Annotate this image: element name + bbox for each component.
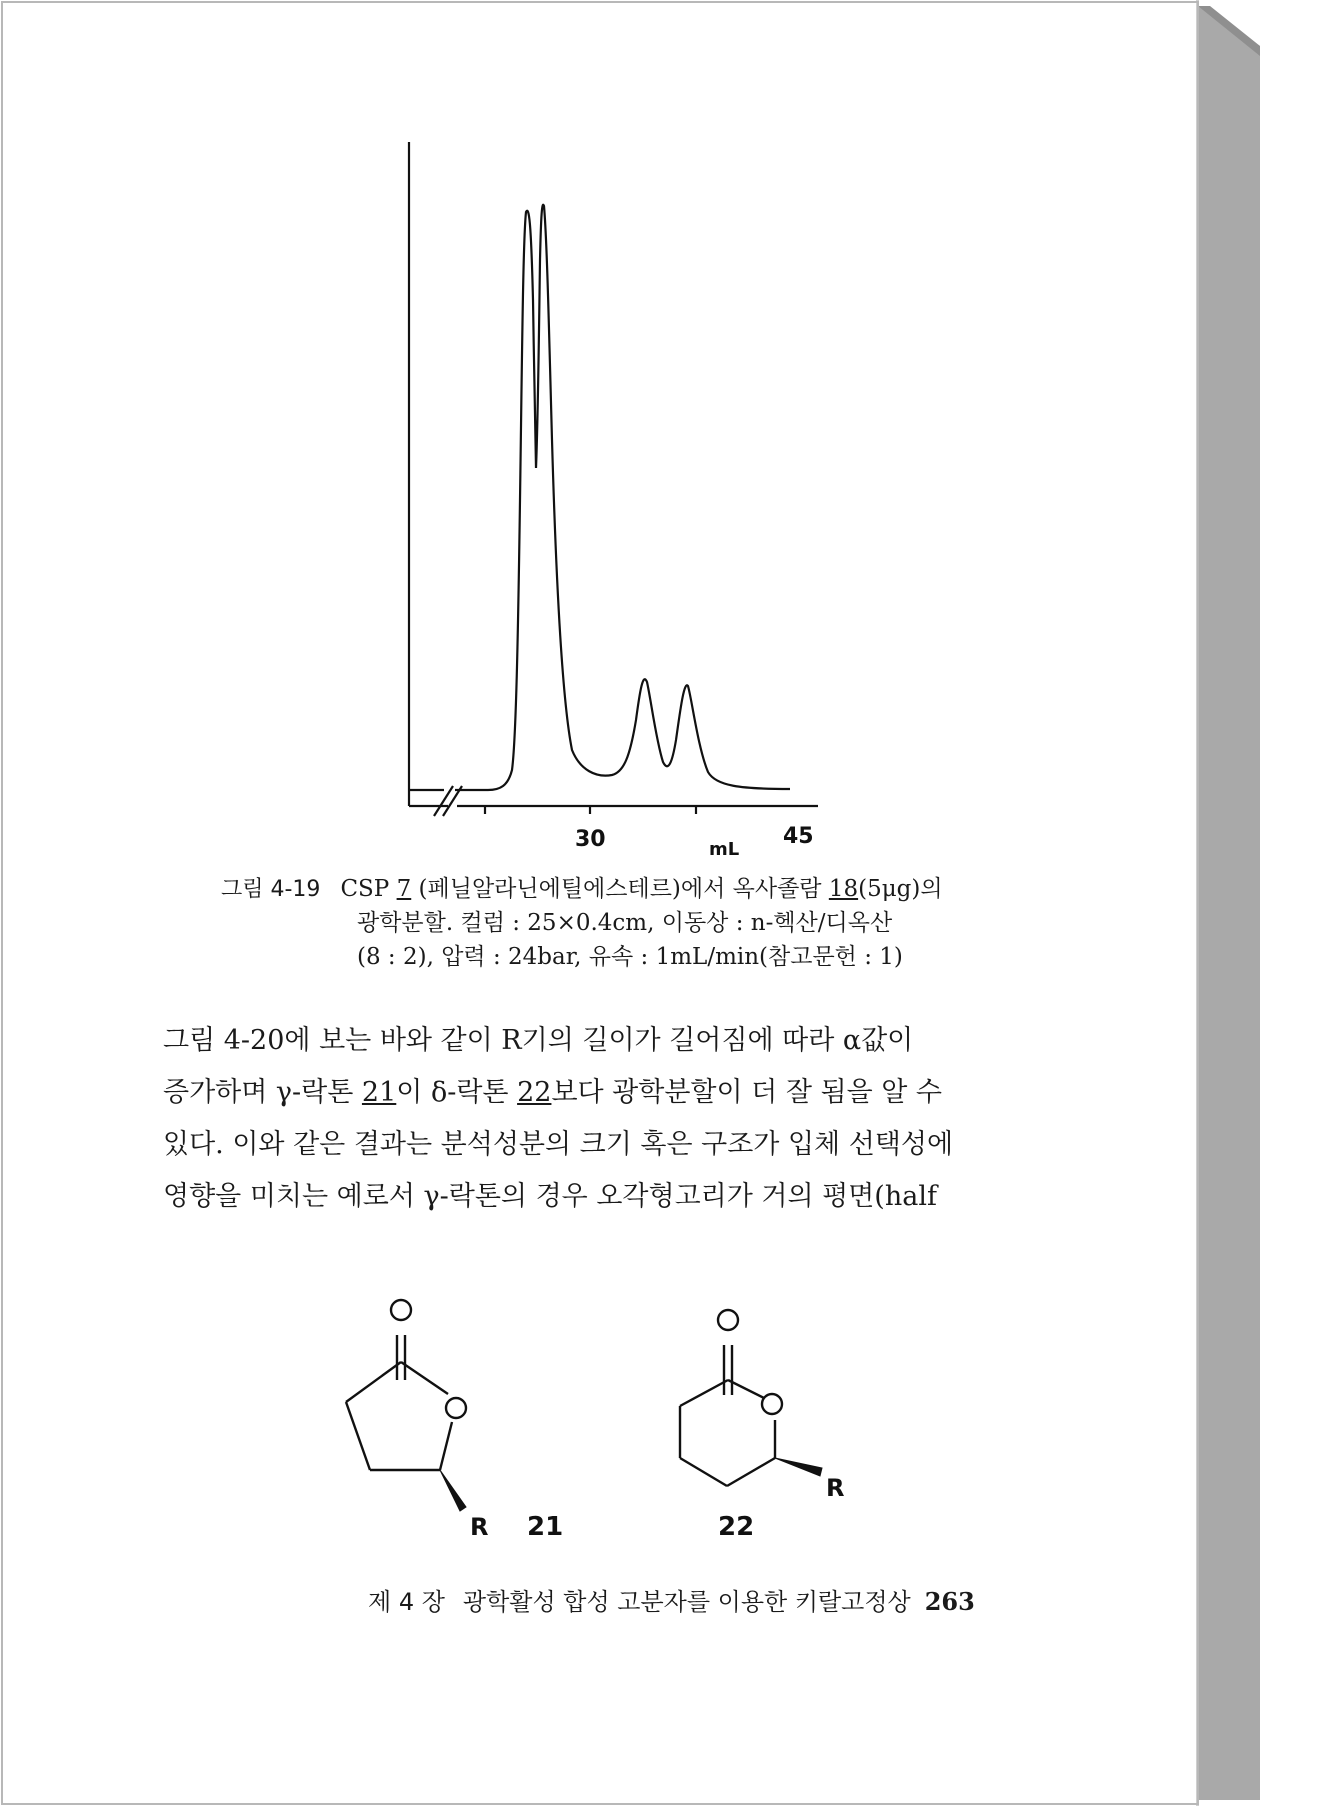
x-tick-label-30: 30 — [575, 827, 606, 852]
chapter-title: 광학활성 합성 고분자를 이용한 키랄고정상 — [462, 1588, 911, 1616]
carbonyl-oxygen — [391, 1300, 411, 1320]
paragraph-text: 보다 광학분할이 더 잘 됨을 알 수 — [551, 1077, 942, 1108]
chromatogram — [409, 142, 818, 816]
ring-oxygen — [762, 1394, 782, 1414]
caption-line-2: 광학분할. 컬럼 : 25×0.4cm, 이동상 : n-헥산/디옥산 — [357, 910, 893, 936]
caption-compound-number: 18 — [828, 876, 859, 902]
caption-line-3: (8 : 2), 압력 : 24bar, 유속 : 1mL/min(참고문헌 : 1) — [357, 944, 903, 970]
paragraph-line-4: 영향을 미치는 예로서 γ-락톤의 경우 오각형고리가 거의 평면(half — [163, 1181, 937, 1212]
caption-amount: (5μg)의 — [858, 876, 943, 902]
bond-c4-c5 — [727, 1458, 775, 1486]
compound-label-21: 21 — [527, 1512, 564, 1542]
atom-R-22: R — [826, 1474, 845, 1502]
paragraph-line-1: 그림 4-20에 보는 바와 같이 R기의 길이가 길어짐에 따라 α값이 — [163, 1025, 914, 1056]
paragraph-line-3: 있다. 이와 같은 결과는 분석성분의 크기 혹은 구조가 입체 선택성에 — [163, 1129, 954, 1160]
bond-c2-c3 — [346, 1402, 370, 1470]
bond-c1-o — [401, 1362, 448, 1394]
bond-c3-c4 — [680, 1458, 727, 1486]
atom-R-21: R — [470, 1513, 489, 1541]
ring-oxygen — [446, 1398, 466, 1418]
figure-number: 그림 4-19 — [221, 877, 321, 902]
compound-ref-22: 22 — [517, 1077, 552, 1108]
bond-c1-c2 — [346, 1362, 401, 1402]
chapter-label: 제 4 장 — [368, 1588, 445, 1616]
chromatogram-trace — [455, 205, 790, 790]
paragraph-text: 증가하며 γ-락톤 — [163, 1077, 362, 1108]
caption-csp-prefix: CSP — [340, 876, 397, 902]
paragraph-text: 이 δ-락톤 — [396, 1077, 518, 1108]
bond-c1-c2 — [680, 1380, 728, 1406]
x-tick-label-45: 45 — [783, 824, 814, 849]
bond-c4-o — [440, 1422, 452, 1470]
paragraph-line-2 — [163, 1070, 942, 1109]
wedge-bond — [440, 1470, 466, 1511]
carbonyl-oxygen — [718, 1310, 738, 1330]
bond-c1-o — [728, 1380, 764, 1398]
structure-21 — [346, 1300, 466, 1511]
x-unit-label: mL — [709, 839, 740, 860]
caption-compound-text: (페닐알라닌에틸에스테르)에서 옥사졸람 — [411, 876, 829, 902]
compound-ref-21: 21 — [361, 1077, 397, 1108]
caption-csp-number: 7 — [396, 876, 412, 902]
caption-line-1 — [221, 872, 943, 907]
structure-22 — [680, 1310, 822, 1486]
running-footer — [368, 1582, 975, 1617]
compound-label-22: 22 — [718, 1512, 755, 1542]
page-number: 263 — [924, 1587, 975, 1616]
wedge-bond — [775, 1458, 822, 1476]
